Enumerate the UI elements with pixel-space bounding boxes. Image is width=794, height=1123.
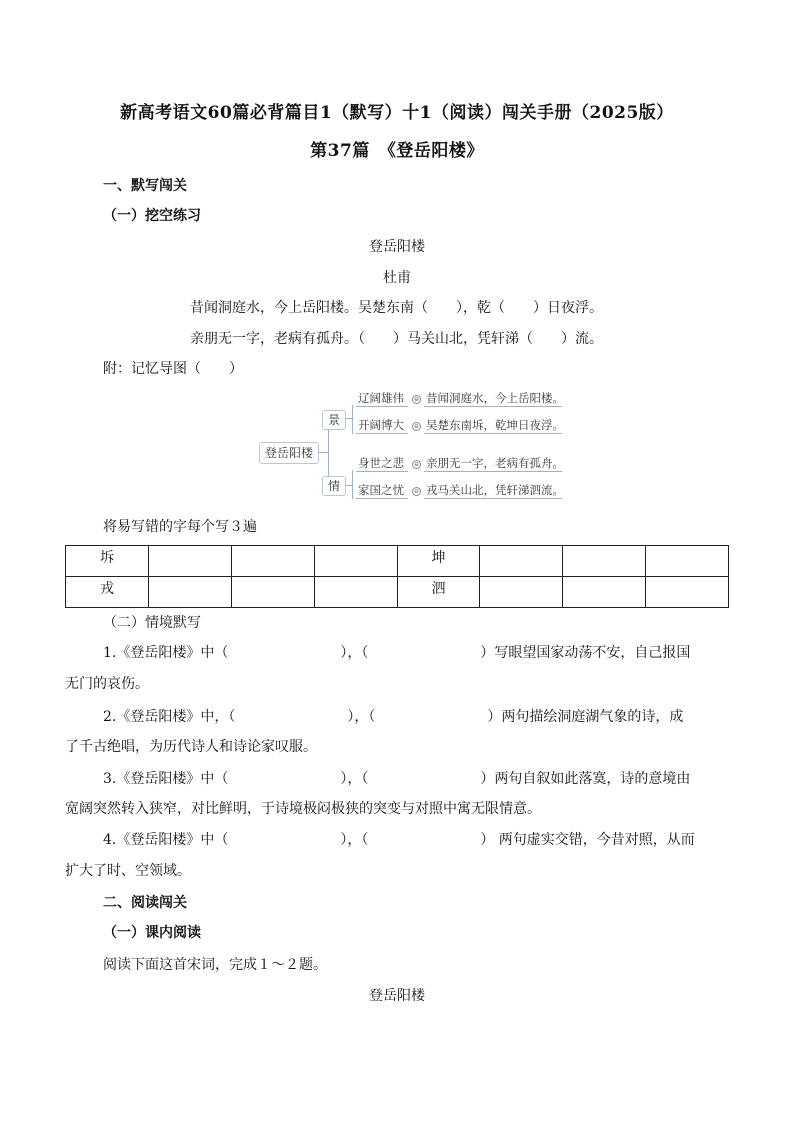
writing-cell[interactable] (231, 577, 314, 608)
practice-grid (65, 545, 729, 608)
char-cell: 坤 (397, 546, 480, 577)
document-title: 新高考语文60篇必背篇目1（默写）十1（阅读）闯关手册（2025版） (120, 103, 674, 123)
writing-cell[interactable] (646, 546, 729, 577)
question-4-line-2: 扩大了时、空领域。 (65, 863, 191, 879)
writing-cell[interactable] (480, 546, 563, 577)
poem-line-1: 昔闻洞庭水，今上岳阳楼。吴楚东南（ ），乾（ ）日夜浮。 (190, 300, 603, 316)
mindmap-branch-scene: 景 (322, 410, 346, 430)
reading-instruction: 阅读下面这首宋词，完成１～２题。 (103, 957, 327, 973)
question-2-line-1: 2.《登岳阳楼》中，（ ），（ ）两句描绘洞庭湖气象的诗，成 (103, 709, 684, 725)
mindmap-leaf-2: 吴楚东南坼，乾坤日夜浮。 (426, 418, 564, 432)
question-2-line-2: 了千古绝唱，为历代诗人和诗论家叹服。 (65, 739, 317, 755)
subsection-in-class: （一）课内阅读 (103, 925, 201, 941)
collapse-icon: ⊖ (413, 460, 420, 468)
mindmap-leaf-4: 戎马关山北，凭轩涕泗流。 (426, 483, 564, 497)
table-row (66, 577, 729, 608)
writing-cell[interactable] (231, 546, 314, 577)
question-4-line-1: 4.《登岳阳楼》中（ ），（ ） 两句虚实交错，今昔对照，从而 (103, 832, 695, 848)
writing-cell[interactable] (480, 577, 563, 608)
collapse-icon: ⊖ (413, 395, 420, 403)
writing-cell[interactable] (314, 577, 397, 608)
collapse-icon: ⊖ (413, 422, 420, 430)
mindmap-node-3: 身世之悲 (358, 456, 404, 470)
char-cell: 坼 (66, 546, 149, 577)
poem-line-2: 亲朋无一字，老病有孤舟。（ ）马关山北，凭轩涕（ ）流。 (190, 331, 603, 347)
char-cell: 泗 (397, 577, 480, 608)
mindmap-node-2: 开阔博大 (358, 418, 404, 432)
reading-poem-title: 登岳阳楼 (369, 988, 425, 1004)
char-cell: 戎 (66, 577, 149, 608)
mindmap-caption: 附：记忆导图（ ） (103, 361, 243, 377)
mindmap-node-4: 家国之忧 (358, 483, 404, 497)
mindmap-leaf-1: 昔闻洞庭水，今上岳阳楼。 (426, 391, 564, 405)
question-1-line-2: 无门的哀伤。 (65, 676, 149, 692)
poem-title: 登岳阳楼 (369, 239, 425, 255)
writing-cell[interactable] (314, 546, 397, 577)
poem-author: 杜甫 (383, 270, 411, 286)
question-3-line-1: 3.《登岳阳楼》中（ ），（ ）两句自叙如此落寞，诗的意境由 (103, 771, 691, 787)
writing-cell[interactable] (563, 546, 646, 577)
writing-cell[interactable] (148, 577, 231, 608)
write-instruction: 将易写错的字每个写３遍 (103, 519, 257, 535)
section1-heading: 一、默写闯关 (103, 178, 187, 194)
subsection-fill-blank: （一）挖空练习 (103, 208, 201, 224)
question-1-line-1: 1.《登岳阳楼》中（ ），（ ）写眼望国家动荡不安，自己报国 (103, 645, 691, 661)
writing-cell[interactable] (646, 577, 729, 608)
table-row (66, 546, 729, 577)
mindmap-leaf-3: 亲朋无一字，老病有孤舟。 (426, 456, 564, 470)
mindmap-node-1: 辽阔雄伟 (358, 391, 404, 405)
chapter-title: 第37篇 《登岳阳楼》 (310, 141, 484, 161)
mindmap-root: 登岳阳楼 (259, 442, 319, 464)
writing-cell[interactable] (148, 546, 231, 577)
mindmap-branch-emotion: 情 (322, 476, 346, 496)
subsection-context: （二）情境默写 (103, 615, 201, 631)
writing-cell[interactable] (563, 577, 646, 608)
question-3-line-2: 宽阔突然转入狭窄，对比鲜明，于诗境极闷极狭的突变与对照中寓无限情意。 (65, 801, 541, 817)
section2-heading: 二、阅读闯关 (103, 895, 187, 911)
collapse-icon: ⊖ (413, 487, 420, 495)
